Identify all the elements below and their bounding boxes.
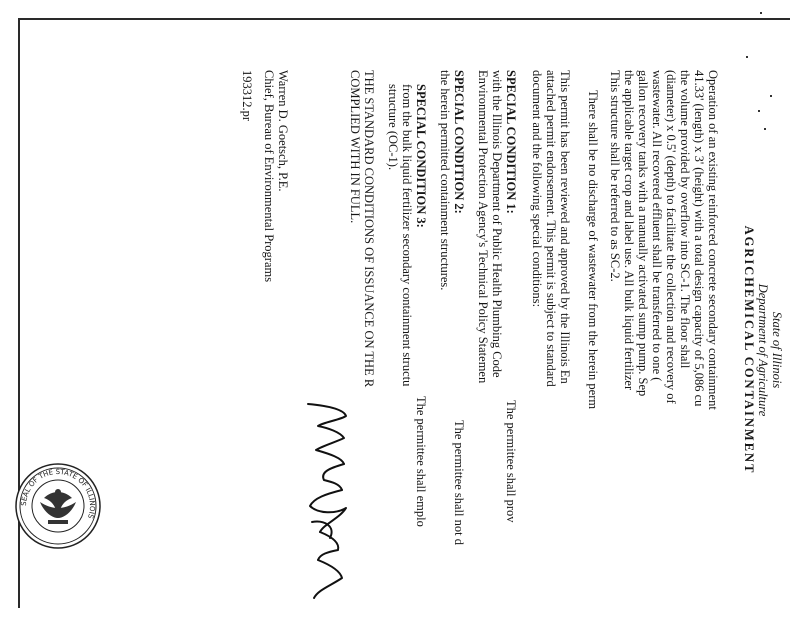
signatory-name: Warren D. Goetsch, P.E. — [276, 70, 290, 192]
special-condition-1-line: Environmental Protection Agency's Technical Policy Statemen — [476, 70, 490, 384]
scan-speck — [760, 12, 762, 14]
header-state: State of Illinois — [770, 311, 784, 389]
body-line: Operation of an existing reinforced concrete secondary containment — [706, 70, 720, 410]
scan-edge-top — [20, 18, 790, 20]
special-condition-3-line: The permittee shall emplo — [414, 396, 428, 527]
special-condition-2-line: the herein permitted containment structures. — [438, 70, 452, 291]
approval-line: document and the following special conditions: — [530, 70, 544, 308]
document-title: AGRICHEMICAL CONTAINMENT — [742, 225, 756, 475]
file-reference: 193312.pr — [240, 70, 254, 122]
special-condition-1-line: with the Illinois Department of Public Health Plumbing Code — [490, 70, 504, 378]
closing-line: THE STANDARD CONDITIONS OF ISSUANCE ON THE R — [362, 70, 376, 388]
body-line: the volume provided by overflow into SC-1. The floor shall — [678, 70, 692, 369]
seal-text: SEAL OF THE STATE OF ILLINOIS — [19, 467, 97, 520]
approval-line: This permit has been reviewed and approved by the Illinois En — [558, 70, 572, 384]
body-line: wastewater. All recovered effluent shall be transferred to one ( — [650, 70, 664, 382]
discharge-line: There shall be no discharge of wastewater from the herein perm — [586, 90, 600, 410]
scan-speck — [746, 56, 748, 58]
closing-line: COMPLIED WITH IN FULL. — [348, 70, 362, 224]
body-line: (diameter) x 0.5' (depth) to facilitate the collection and recovery of — [664, 70, 678, 404]
special-condition-2-line: The permittee shall not d — [452, 420, 466, 545]
special-condition-2-heading: SPECIAL CONDITION 2: — [452, 70, 466, 214]
special-condition-1-heading: SPECIAL CONDITION 1: — [504, 70, 518, 214]
state-seal-image — [14, 462, 102, 550]
signature-image — [300, 402, 352, 602]
header-department: Department of Agriculture — [756, 283, 770, 417]
body-line: This structure shall be referred to as SC-2. — [608, 70, 622, 282]
approval-line: attached permit endorsement. This permit is subject to standard — [544, 70, 558, 387]
special-condition-3-line: structure (OC-1). — [386, 84, 400, 171]
body-line: 41.33' (length) x 3' (height) with a total design capacity of 5,086 cu — [692, 70, 706, 407]
special-condition-3-heading: SPECIAL CONDITION 3: — [414, 84, 428, 228]
body-line: gallon recovery tanks with a manually activated sump pump. Sep — [636, 70, 650, 397]
body-line: the applicable target crop and label use. All bulk liquid fertilizer — [622, 70, 636, 391]
special-condition-3-line: from the bulk liquid fertilizer secondary containment structu — [400, 84, 414, 387]
signatory-title: Chief, Bureau of Environmental Programs — [262, 70, 276, 283]
special-condition-1-line: The permittee shall prov — [504, 400, 518, 523]
